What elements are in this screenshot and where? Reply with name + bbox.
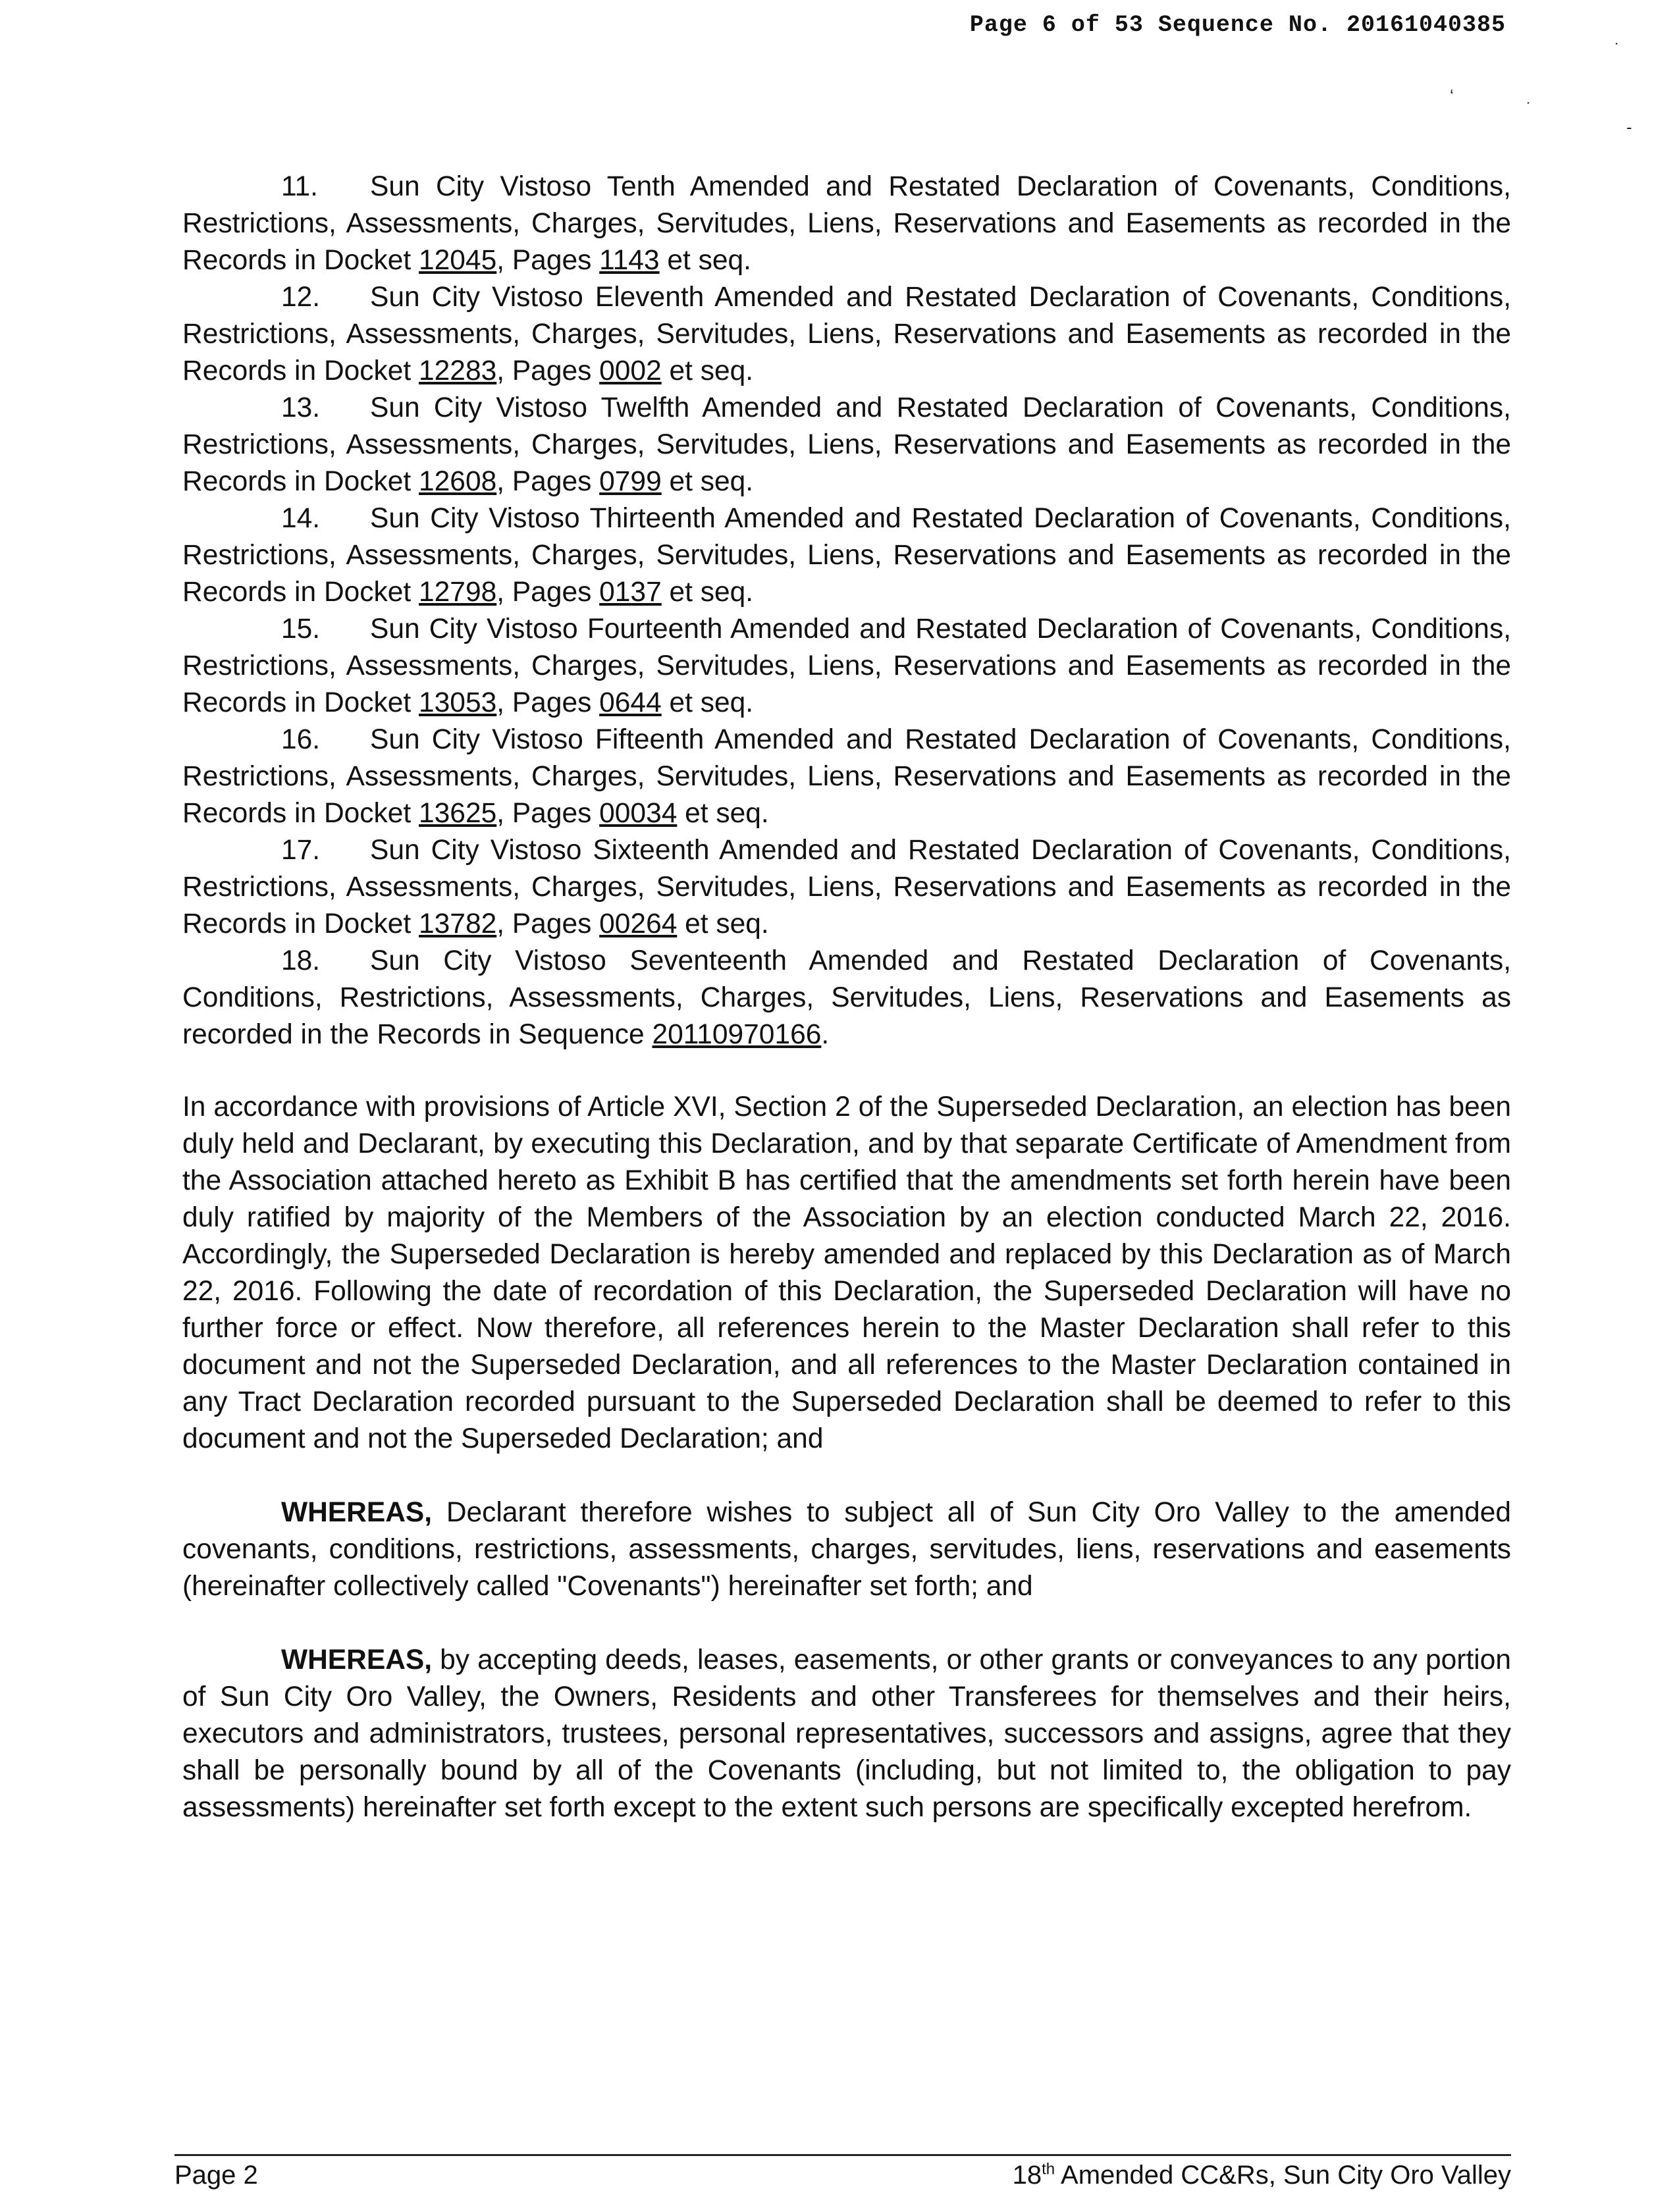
accordance-paragraph: In accordance with provisions of Article XVI, Section 2 of the Superseded Declaration, an election has been duly held and Declarant, by executing this Declaration, and by that separate Certificate of Amendment from the Association attached hereto as Exhibit B has certified that the amendments set forth herein have been duly ratified by majority of the Members of the Association by an election conducted March 22, 2016. Accordingly, the Superseded Declaration is hereby amended and replaced by this Declaration as of March 22, 2016. Following the date of recordation of this Declaration, the Superseded Declaration will have no further force or effect. Now therefore, all references herein to the Master Declaration shall refer to this document and not the Superseded Declaration, and all references to the Master Declaration contained in any Tract Declaration recorded pursuant to the Superseded Declaration shall be deemed to refer to this document and not the Superseded Declaration; and <box>182 1092 1511 1454</box>
declaration-item <box>182 722 1511 832</box>
item-number: 18. <box>281 945 321 976</box>
item-tail: et seq. <box>659 245 751 276</box>
item-tail: et seq. <box>661 466 754 497</box>
item-tail: et seq. <box>677 798 769 829</box>
docket-number: 13625 <box>419 798 497 829</box>
item-text: Sun City Vistoso Thirteenth Amended and Restated Declaration of Covenants, Conditions, Restrictions, Assessments, Charges, Servitudes, Liens, Reservations and Easements as recorded in the Records in Docket <box>182 503 1511 608</box>
pages-label: , Pages <box>496 245 600 276</box>
item-tail: et seq. <box>661 356 754 386</box>
declaration-item <box>182 611 1511 722</box>
page-footer <box>174 2154 1511 2192</box>
page-number: 0002 <box>599 356 662 386</box>
item-text: Sun City Vistoso Sixteenth Amended and Restated Declaration of Covenants, Conditions, Restrictions, Assessments, Charges, Servitudes, Liens, Reservations and Easements as recorded in the Records in Docket <box>182 835 1511 939</box>
sequence-number: 20110970166 <box>652 1019 822 1050</box>
docket-number: 12045 <box>419 245 497 276</box>
pages-label: , Pages <box>496 356 600 386</box>
declaration-item <box>182 832 1511 943</box>
item-tail: . <box>821 1019 830 1050</box>
docket-number: 13782 <box>419 908 497 939</box>
footer-title-ordinal: 18 <box>1012 2161 1042 2190</box>
pages-label: , Pages <box>496 577 600 608</box>
whereas-lead: WHEREAS, <box>281 1497 433 1528</box>
page-number: 0644 <box>599 687 662 718</box>
footer-title-ordinal-suffix: th <box>1042 2160 1055 2178</box>
item-tail: et seq. <box>661 577 754 608</box>
page-number: 0799 <box>599 466 662 497</box>
item-text: Sun City Vistoso Fourteenth Amended and Restated Declaration of Covenants, Conditions, Restrictions, Assessments, Charges, Servitudes, Liens, Reservations and Easements as recorded in the Records in Docket <box>182 614 1511 718</box>
footer-title-text: Amended CC&Rs, Sun City Oro Valley <box>1055 2161 1511 2190</box>
declaration-item <box>182 943 1511 1053</box>
document-page: Page 6 of 53 Sequence No. 20161040385 ˙ ‘ ˙ - 11. Sun City Vistoso Tenth Amended and Restated Declaration of Covenants, Conditions, Restrictions, Assessments, Charges, Servitudes, Liens, Reservations and Easements as recorded in the Records in Docket 12045, Pages 1143 et seq. 12. Sun City Vistoso Eleventh Amended and Restated Declaration of Covenants, Conditions, Restrictions, Assessments, Charges, Servitudes, Liens, Reservations and Easements as recorded in the Records in Docket 12283, Pages 0002 et seq. 13. Sun City Vistoso Twelfth Amended and Restated Declaration of Covenants, Conditions, Restrictions, Assessments, Charges, Servitudes, Liens, Reservations and Easements as recorded in the Records in Docket 12608, Pages 0799 et seq. 14. Sun City Vistoso Thirteenth Amended and Restated Declaration of Covenants, Conditions, Restrictions, Assessments, Charges, Servitudes, Liens, Reservations and Easements as recorded in the Records in Docket 12798, Pages 0137 et seq. 15. Sun City Vistoso Fourteenth Amended and Restated Declaration of Covenants, Conditions, Restrictions, Assessments, Charges, Servitudes, Liens, Reservations and Easements as recorded in the Records in Docket 13053, Pages 0644 et seq. 16. Sun City Vistoso Fifteenth Amended and Restated Declaration of Covenants, Conditions, Restrictions, Assessments, Charges, Servitudes, Liens, Reservations and Easements as recorded in the Records in Docket 13625, Pages 00034 et seq. 17. Sun City Vistoso Sixteenth Amended and Restated Declaration of Covenants, Conditions, Restrictions, Assessments, Charges, Servitudes, Liens, Reservations and Easements as recorded in the Records in Docket 13782, Pages 00264 et seq. 18. Sun City Vistoso Seventeenth Amended and Restated Declaration of Covenants, Conditions, Restrictions, Assessments, Charges, Servitudes, Liens, Reservations and Easements as recorded in the Records in Sequence 20110970166. In accordance with provisions of Article XVI, Section 2 of the Superseded Declaration, an election has been duly held and Declarant, by executing this Declaration, and by that separate Certificate of Amendment from the Association attached hereto as Exhibit B has certified that the amendments set forth herein have been duly ratified by majority of the Members of the Association by an election conducted March 22, 2016. Accordingly, the Superseded Declaration is hereby amended and replaced by this Declaration as of March 22, 2016. Following the date of recordation of this Declaration, the Superseded Declaration will have no further force or effect. Now therefore, all references herein to the Master Declaration shall refer to this document and not the Superseded Declaration, and all references to the Master Declaration contained in any Tract Declaration recorded pursuant to the Superseded Declaration shall be deemed to refer to this document and not the Superseded Declaration; and WHEREAS, Declarant therefore wishes to subject all of Sun City Oro Valley to the amended covenants, conditions, restrictions, assessments, charges, servitudes, liens, reservations and easements (hereinafter collectively called "Covenants") hereinafter set forth; and WHEREAS, by accepting deeds, leases, easements, or other grants or conveyances to any portion of Sun City Oro Valley, the Owners, Residents and other Transferees for themselves and their heirs, executors and administrators, trustees, personal representatives, successors and assigns, agree that they shall be personally bound by all of the Covenants (including, but not limited to, the obligation to pay assessments) hereinafter set forth except to the extent such persons are specifically excepted herefrom. Page 2 18th Amended CC&Rs, Sun City Oro Valley <box>0 0 1677 2212</box>
pages-label: , Pages <box>496 798 600 829</box>
item-text: Sun City Vistoso Fifteenth Amended and Restated Declaration of Covenants, Conditions, Restrictions, Assessments, Charges, Servitudes, Liens, Reservations and Easements as recorded in the Records in Docket <box>182 724 1511 829</box>
pages-label: , Pages <box>496 908 600 939</box>
item-text: Sun City Vistoso Twelfth Amended and Restated Declaration of Covenants, Conditions, Restrictions, Assessments, Charges, Servitudes, Liens, Reservations and Easements as recorded in the Records in Docket <box>182 392 1511 497</box>
recorded-declarations-list <box>182 169 1511 1053</box>
declaration-item <box>182 279 1511 390</box>
page-number: 1143 <box>599 245 660 276</box>
document-body <box>182 169 1511 1826</box>
item-number: 13. <box>281 392 321 423</box>
whereas-text: Declarant therefore wishes to subject all of Sun City Oro Valley to the amended covenants, conditions, restrictions, assessments, charges, servitudes, liens, reservations and easements (hereinafter collectively called "Covenants") hereinafter set forth; and <box>182 1497 1511 1602</box>
page-header: Page 6 of 53 Sequence No. 20161040385 <box>969 12 1506 38</box>
item-number: 11. <box>281 171 318 202</box>
item-tail: et seq. <box>661 687 754 718</box>
declaration-item <box>182 169 1511 279</box>
docket-number: 12283 <box>419 356 497 386</box>
item-number: 16. <box>281 724 321 755</box>
item-text: Sun City Vistoso Eleventh Amended and Restated Declaration of Covenants, Conditions, Restrictions, Assessments, Charges, Servitudes, Liens, Reservations and Easements as recorded in the Records in Docket <box>182 282 1511 386</box>
whereas-paragraph-1 <box>182 1494 1511 1605</box>
pages-label: , Pages <box>496 687 600 718</box>
item-text: Sun City Vistoso Tenth Amended and Restated Declaration of Covenants, Conditions, Restrictions, Assessments, Charges, Servitudes, Liens, Reservations and Easements as recorded in the Records in Docket <box>182 171 1511 276</box>
whereas-lead: WHEREAS, <box>281 1645 433 1675</box>
docket-number: 13053 <box>419 687 497 718</box>
declaration-item <box>182 500 1511 611</box>
whereas-paragraph-2 <box>182 1642 1511 1826</box>
pages-label: , Pages <box>496 466 600 497</box>
item-tail: et seq. <box>677 908 769 939</box>
item-number: 17. <box>281 835 321 866</box>
docket-number: 12798 <box>419 577 497 608</box>
declaration-item <box>182 390 1511 500</box>
docket-number: 12608 <box>419 466 497 497</box>
page-number: 0137 <box>599 577 662 608</box>
item-number: 15. <box>281 614 321 645</box>
item-number: 14. <box>281 503 321 534</box>
item-text: Sun City Vistoso Seventeenth Amended and Restated Declaration of Covenants, Conditions, Restrictions, Assessments, Charges, Servitudes, Liens, Reservations and Easements as recorded in the Records in Sequence <box>182 945 1511 1050</box>
page-number: 00034 <box>599 798 678 829</box>
item-number: 12. <box>281 282 321 313</box>
whereas-text: by accepting deeds, leases, easements, or other grants or conveyances to any portion of Sun City Oro Valley, the Owners, Residents and other Transferees for themselves and their heirs, executors and administrators, trustees, personal representatives, successors and assigns, agree that they shall be personally bound by all of the Covenants (including, but not limited to, the obligation to pay assessments) hereinafter set forth except to the extent such persons are specifically excepted herefrom. <box>182 1645 1511 1823</box>
footer-document-title <box>1013 2159 1511 2192</box>
page-number: 00264 <box>599 908 678 939</box>
footer-page-number: Page 2 <box>174 2161 258 2190</box>
